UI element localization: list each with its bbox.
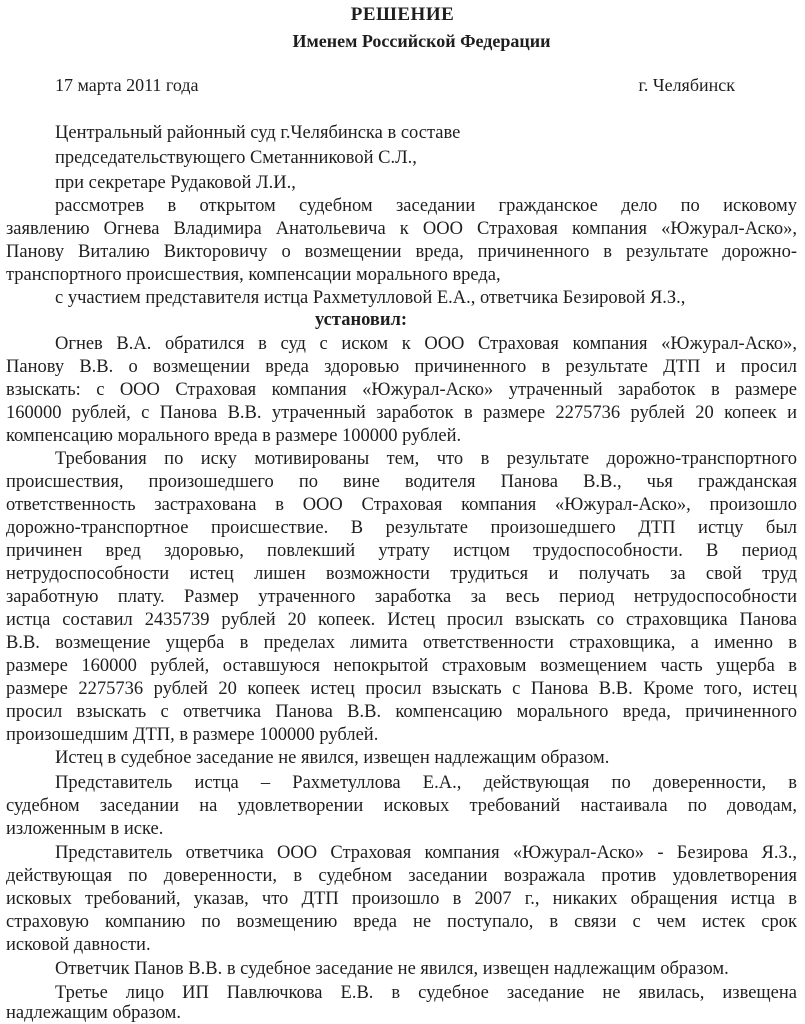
text-line: размере 160000 рублей, оставшуюся непокрытой страховым возмещением часть ущерба в xyxy=(6,656,797,676)
text-line: изложенным в иске. xyxy=(6,819,164,839)
text-line: Центральный районный суд г.Челябинска в составе xyxy=(55,123,461,143)
text-line: взыскать: с ООО Страховая компания «Южурал-Аско» утраченный заработок в размере xyxy=(6,380,797,400)
text-line: заявлению Огнева Владимира Анатольевича к ООО Страховая компания «Южурал-Аско», xyxy=(6,219,797,239)
text-line: надлежащим образом. xyxy=(6,1003,181,1023)
text-line: страховую компанию по возмещению вреда не поступало, в связи с чем истек срок xyxy=(6,912,797,932)
text-line: Истец в судебное заседание не явился, извещен надлежащим образом. xyxy=(55,748,610,768)
text-line: Представитель ответчика ООО Страховая компания «Южурал-Аско» - Безирова Я.З., xyxy=(55,843,797,863)
text-line: председательствующего Сметанниковой С.Л., xyxy=(55,148,417,168)
text-line: Представитель истца – Рахметуллова Е.А., действующая по доверенности, в xyxy=(55,773,797,793)
text-line: Огнев В.А. обратился в суд с иском к ООО Страховая компания «Южурал-Аско», xyxy=(55,334,797,354)
text-line: Панову Виталию Викторовичу о возмещении вреда, причиненного в результате дорожно- xyxy=(6,242,797,262)
text-line: судебном заседании на удовлетворении исковых требований настаивала по доводам, xyxy=(6,796,797,816)
section-heading: установил: xyxy=(315,310,408,330)
document-subtitle: Именем Российской Федерации xyxy=(292,31,551,51)
text-line: при секретаре Рудаковой Л.И., xyxy=(55,173,296,193)
text-line: с участием представителя истца Рахметулловой Е.А., ответчика Безировой Я.З., xyxy=(55,288,686,308)
text-line: компенсацию морального вреда в размере 100000 рублей. xyxy=(6,426,462,446)
decision-date: 17 марта 2011 года xyxy=(55,75,199,95)
text-line: происшествия, произошедшего по вине водителя Панова В.В., чья гражданская xyxy=(6,472,797,492)
text-line: Панову В.В. о возмещении вреда здоровью причиненного в результате ДТП и просил xyxy=(6,357,797,377)
document-title: РЕШЕНИЕ xyxy=(350,4,455,25)
text-line: просил взыскать с ответчика Панова В.В. компенсацию морального вреда, причиненного xyxy=(6,702,797,722)
text-line: Третье лицо ИП Павлючкова Е.В. в судебное заседание не явилась, извещена xyxy=(55,983,797,1003)
text-line: заработную плату. Размер утраченного заработка за весь период нетрудоспособности xyxy=(6,587,797,607)
text-line: нетрудоспособности истец лишен возможности трудиться и получать за свой труд xyxy=(6,564,797,584)
text-line: В.В. возмещение ущерба в пределах лимита ответственности страховщика, а именно в xyxy=(6,633,797,653)
text-line: исковой давности. xyxy=(6,935,151,955)
text-line: действующая по доверенности, в судебном заседании возражала против удовлетворения xyxy=(6,866,797,886)
text-line: истца составил 2435739 рублей 20 копеек. Истец просил взыскать со страховщика Панова xyxy=(6,610,797,630)
text-line: исковых требований, указав, что ДТП произошло в 2007 г., никаких обращения истца в xyxy=(6,889,797,909)
text-line: 160000 рублей, с Панова В.В. утраченный заработок в размере 2275736 рублей 20 копеек и xyxy=(6,403,797,423)
text-line: ответственность застрахована в ООО Страховая компания «Южурал-Аско», произошло xyxy=(6,495,797,515)
decision-city: г. Челябинск xyxy=(638,75,735,95)
text-line: произошедшим ДТП, в размере 100000 рублей. xyxy=(6,725,379,745)
text-line: рассмотрев в открытом судебном заседании гражданское дело по исковому xyxy=(55,196,797,216)
text-line: Требования по иску мотивированы тем, что в результате дорожно-транспортного xyxy=(55,449,797,469)
text-line: дорожно-транспортное происшествие. В результате произошедшего ДТП истцу был xyxy=(6,518,797,538)
text-line: Ответчик Панов В.В. в судебное заседание не явился, извещен надлежащим образом. xyxy=(55,959,729,979)
text-line: размере 2275736 рублей 20 копеек истец просил взыскать с Панова В.В. Кроме того, истец xyxy=(6,679,797,699)
text-line: причинен вред здоровью, повлекший утрату истцом трудоспособности. В период xyxy=(6,541,797,561)
text-line: транспортного происшествия, компенсации морального вреда, xyxy=(6,265,501,285)
